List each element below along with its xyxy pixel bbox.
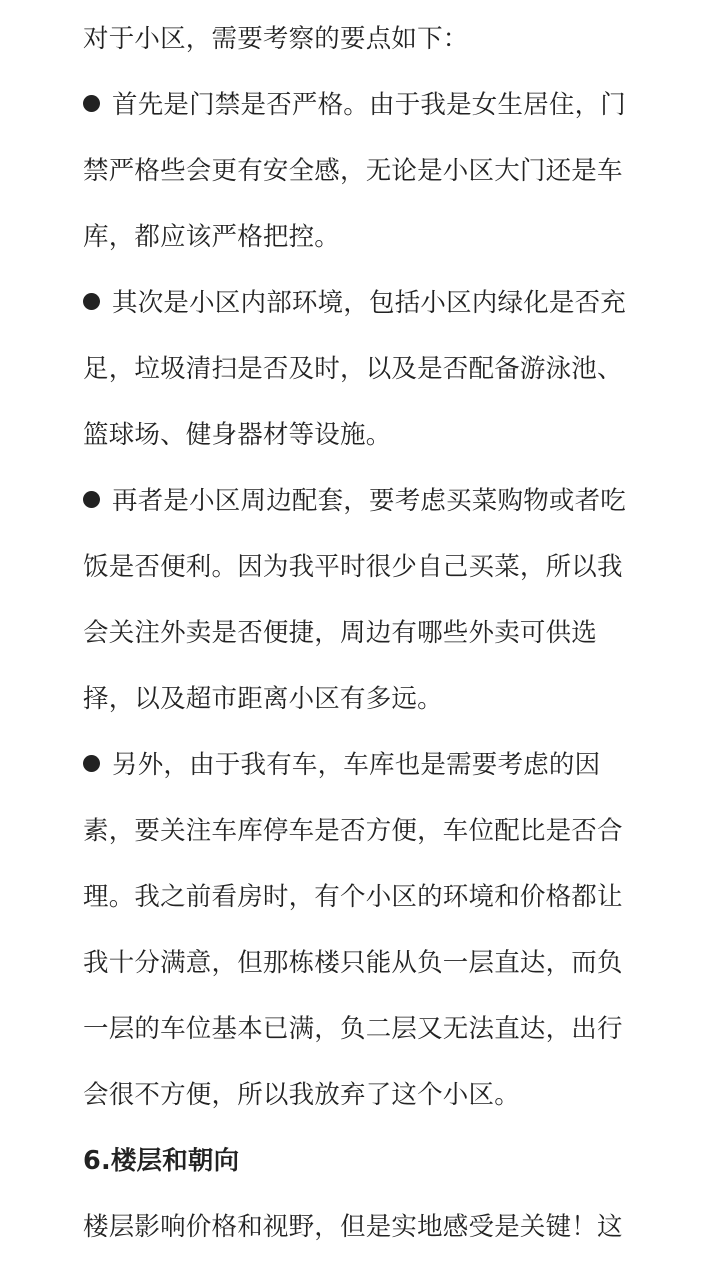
bullet-item-garage (83, 732, 637, 1128)
section-heading: 6.楼层和朝向 (83, 1146, 240, 1176)
article-body (83, 0, 637, 1260)
bullet-item-amenities (83, 468, 637, 732)
bullet-text: 首先是门禁是否严格。由于我是女生居住，门禁严格些会更有安全感，无论是小区大门还是车库，都应该严格把控。 (83, 90, 627, 252)
bullet-dot-icon (83, 95, 100, 112)
bullet-dot-icon (83, 491, 100, 508)
bullet-text: 再者是小区周边配套，要考虑买菜购物或者吃饭是否便利。因为我平时很少自己买菜，所以我会关注外卖是否便捷，周边有哪些外卖可供选择，以及超市距离小区有多远。 (83, 486, 627, 714)
intro-paragraph: 对于小区，需要考察的要点如下： (83, 24, 469, 54)
section-paragraph: 楼层影响价格和视野，但是实地感受是关键！这 (83, 1212, 623, 1242)
bullet-item-environment (83, 270, 637, 468)
bullet-text: 其次是小区内部环境，包括小区内绿化是否充足，垃圾清扫是否及时，以及是否配备游泳池、篮球场、健身器材等设施。 (83, 288, 627, 450)
bullet-item-entry-control (83, 72, 637, 270)
bullet-dot-icon (83, 755, 100, 772)
bullet-text: 另外，由于我有车，车库也是需要考虑的因素，要关注车库停车是否方便，车位配比是否合理。我之前看房时，有个小区的环境和价格都让我十分满意，但那栋楼只能从负一层直达，而负一层的车位基本已满，负二层又无法直达，出行会很不方便，所以我放弃了这个小区。 (83, 750, 623, 1110)
bullet-dot-icon (83, 293, 100, 310)
